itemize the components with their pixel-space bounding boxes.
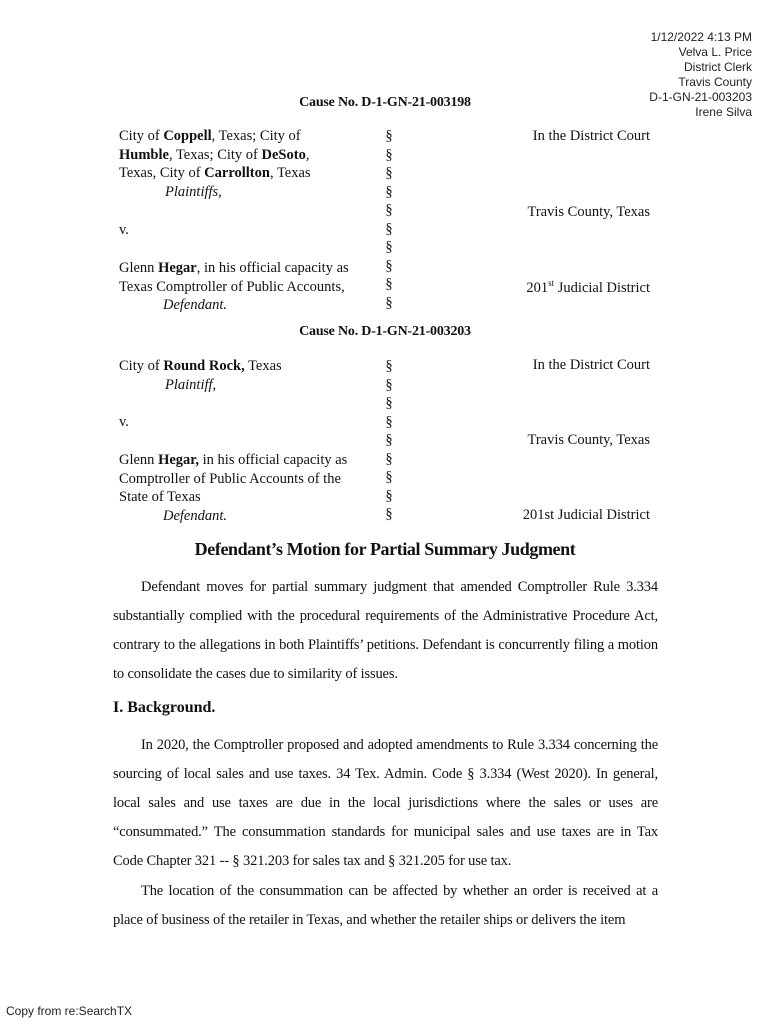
background-text-1: In 2020, the Comptroller proposed and adopted amendments to Rule 3.334 concerning the sourcing of local sales and use taxes. 34 Tex. Admin. Code § 3.334 (West 2020). In general, local sales and use taxes are due in the local jurisdictions where the sales or uses are “consummated.” The consummation standards for municipal sales and use taxes are in Tax Code Chapter 321 -- § 321.203 for sales tax and § 321.205 for use tax. (113, 737, 658, 869)
district-number: 201 (526, 279, 549, 296)
section-symbol: § (385, 432, 393, 448)
caption-text: Glenn (119, 260, 159, 276)
section-heading-background: I. Background. (113, 699, 216, 716)
section-symbol: § (385, 202, 393, 218)
section-symbol: § (385, 376, 393, 393)
stamp-line: Travis County (678, 75, 752, 89)
section-symbol: § (385, 294, 393, 311)
section-symbol: § (385, 276, 393, 292)
district-label-1 (526, 278, 650, 297)
section-symbol: § (385, 450, 393, 467)
plaintiff-line (119, 164, 311, 183)
defendant-role: Defendant. (163, 297, 228, 313)
section-symbol: § (385, 220, 393, 237)
stamp-line: District Clerk (684, 60, 752, 74)
defendant-line (119, 451, 347, 470)
caption-text: , Texas; City of (211, 128, 301, 144)
section-symbol-column-1 (384, 127, 394, 312)
section-symbol: § (385, 487, 393, 504)
caption-text: Comptroller of Public Accounts of the (119, 470, 341, 487)
background-paragraph-1 (113, 731, 658, 876)
district-ordinal: st (548, 278, 555, 288)
background-text-2: The location of the consummation can be affected by whether an order is received at a place of business of the retailer in Texas, and whether the retailer ships or delivers the item (113, 883, 658, 928)
defendant-block-1 (119, 259, 349, 315)
plaintiff-line (119, 357, 282, 376)
party-name: Round Rock, (163, 358, 245, 374)
section-symbol: § (385, 239, 393, 255)
stamp-line: Irene Silva (695, 105, 752, 119)
plaintiff-block-2 (119, 357, 282, 394)
section-symbol: § (385, 469, 393, 485)
plaintiff-line (119, 127, 311, 146)
stamp-line: Velva L. Price (678, 45, 752, 59)
footer-source: Copy from re:SearchTX (6, 1004, 133, 1018)
caption-text: in his official capacity as (199, 452, 348, 468)
district-text: Judicial District (554, 279, 650, 296)
section-symbol: § (385, 146, 393, 163)
county-label-1: Travis County, Texas (527, 204, 650, 220)
background-paragraph-2 (113, 877, 658, 935)
stamp-line: 1/12/2022 4:13 PM (650, 30, 752, 44)
party-name: Hegar (158, 260, 197, 276)
section-symbol: § (385, 413, 393, 430)
section-symbol: § (385, 165, 393, 181)
defendant-line (119, 470, 347, 489)
plaintiff-role: Plaintiff, (165, 376, 217, 393)
caption-text: , Texas (269, 165, 311, 181)
caption-text: , (305, 146, 310, 163)
county-label-2: Travis County, Texas (527, 432, 650, 448)
versus-1: v. (119, 222, 129, 238)
section-symbol: § (385, 183, 393, 200)
defendant-line (119, 488, 347, 507)
defendant-line (119, 278, 349, 297)
defendant-block-2 (119, 451, 347, 525)
section-symbol-column-2 (384, 357, 394, 524)
party-name: Hegar, (158, 452, 200, 468)
caption-text: Texas (244, 358, 282, 374)
section-symbol: § (385, 257, 393, 274)
caption-text: , in his official capacity as (196, 260, 349, 276)
section-symbol: § (385, 395, 393, 411)
party-name: Carrollton (204, 165, 270, 181)
caption-text: Glenn (119, 452, 159, 468)
section-symbol: § (385, 358, 393, 374)
court-label-2: In the District Court (532, 357, 650, 373)
district-label-2: 201st Judicial District (522, 507, 650, 523)
cause-number-2: Cause No. D-1-GN-21-003203 (299, 324, 471, 339)
section-symbol: § (385, 506, 393, 522)
document-title: Defendant’s Motion for Partial Summary Judgment (194, 539, 576, 559)
party-name: Humble (119, 146, 169, 163)
intro-paragraph (113, 573, 658, 689)
party-name: Coppell (163, 128, 212, 144)
court-label-1: In the District Court (532, 128, 650, 144)
section-symbol: § (385, 128, 393, 144)
cause-number-1: Cause No. D-1-GN-21-003198 (299, 95, 471, 110)
intro-text: Defendant moves for partial summary judgment that amended Comptroller Rule 3.334 substantially complied with the procedural requirements of the Administrative Procedure Act, contrary to the allegations in both Plaintiffs’ petitions. Defendant is concurrently filing a motion to consolidate the cases due to similarity of issues. (113, 579, 658, 682)
caption-text: Texas Comptroller of Public Accounts, (119, 278, 345, 295)
caption-text: City of (119, 128, 164, 144)
versus-2: v. (119, 414, 129, 430)
defendant-line (119, 259, 349, 278)
caption-text: State of Texas (119, 489, 201, 505)
caption-text: City of (119, 358, 164, 374)
plaintiff-line (119, 146, 311, 165)
caption-text: Texas, City of (119, 165, 205, 181)
stamp-line: D-1-GN-21-003203 (649, 90, 752, 104)
defendant-role: Defendant. (163, 507, 228, 524)
party-name: DeSoto (261, 146, 306, 163)
plaintiff-block-1 (119, 127, 311, 201)
plaintiff-role: Plaintiffs, (165, 183, 222, 200)
caption-text: , Texas; City of (168, 146, 262, 163)
